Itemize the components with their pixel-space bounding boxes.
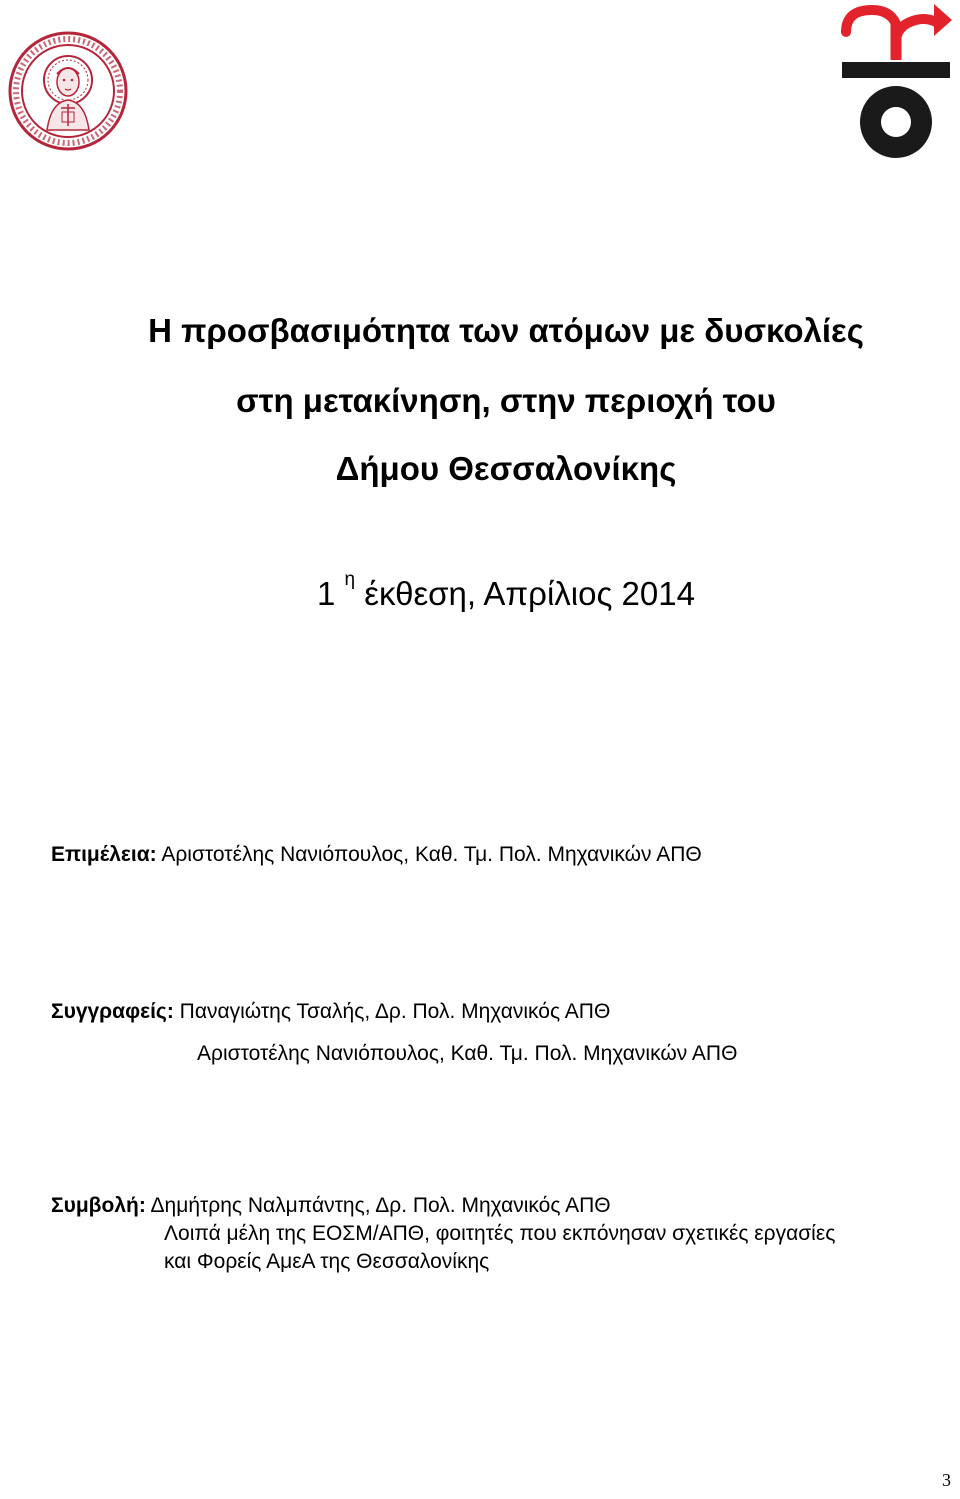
- editor-label: Επιμέλεια:: [51, 843, 157, 866]
- report-number: 1: [317, 575, 336, 612]
- author-1: Παναγιώτης Τσαλής, Δρ. Πολ. Μηχανικός ΑΠΘ: [179, 1000, 611, 1023]
- editor-line: [51, 842, 702, 868]
- title-line-1: Η προσβασιμότητα των ατόμων με δυσκολίες: [148, 312, 864, 349]
- report-subtitle: [0, 569, 960, 614]
- author-2: Αριστοτέλης Νανιόπουλος, Καθ. Τμ. Πολ. Μηχανικών ΑΠΘ: [197, 1042, 738, 1065]
- authors-line: [51, 999, 610, 1025]
- report-date: έκθεση, Απρίλιος 2014: [364, 575, 695, 612]
- page-number: 3: [942, 1470, 951, 1490]
- contrib-line: [51, 1193, 611, 1219]
- contrib-1: Δημήτρης Ναλμπάντης, Δρ. Πολ. Μηχανικός ΑΠΘ: [150, 1194, 611, 1217]
- title-line-2: στη μετακίνηση, στην περιοχή του: [236, 382, 776, 419]
- red-black-logo-icon: [838, 2, 954, 166]
- contrib-3: και Φορείς ΑμεΑ της Θεσσαλονίκης: [164, 1250, 490, 1273]
- editor-value: Αριστοτέλης Νανιόπουλος, Καθ. Τμ. Πολ. Μηχανικών ΑΠΘ: [161, 843, 702, 866]
- title-line-3: Δήμου Θεσσαλονίκης: [335, 450, 677, 487]
- contrib-2: Λοιπά μέλη της ΕΟΣΜ/ΑΠΘ, φοιτητές που εκπόνησαν σχετικές εργασίες: [164, 1222, 836, 1245]
- report-number-suffix: η: [344, 569, 356, 590]
- contrib-label: Συμβολή:: [51, 1194, 146, 1217]
- university-seal-icon: [7, 30, 129, 152]
- authors-label: Συγγραφείς:: [51, 1000, 174, 1023]
